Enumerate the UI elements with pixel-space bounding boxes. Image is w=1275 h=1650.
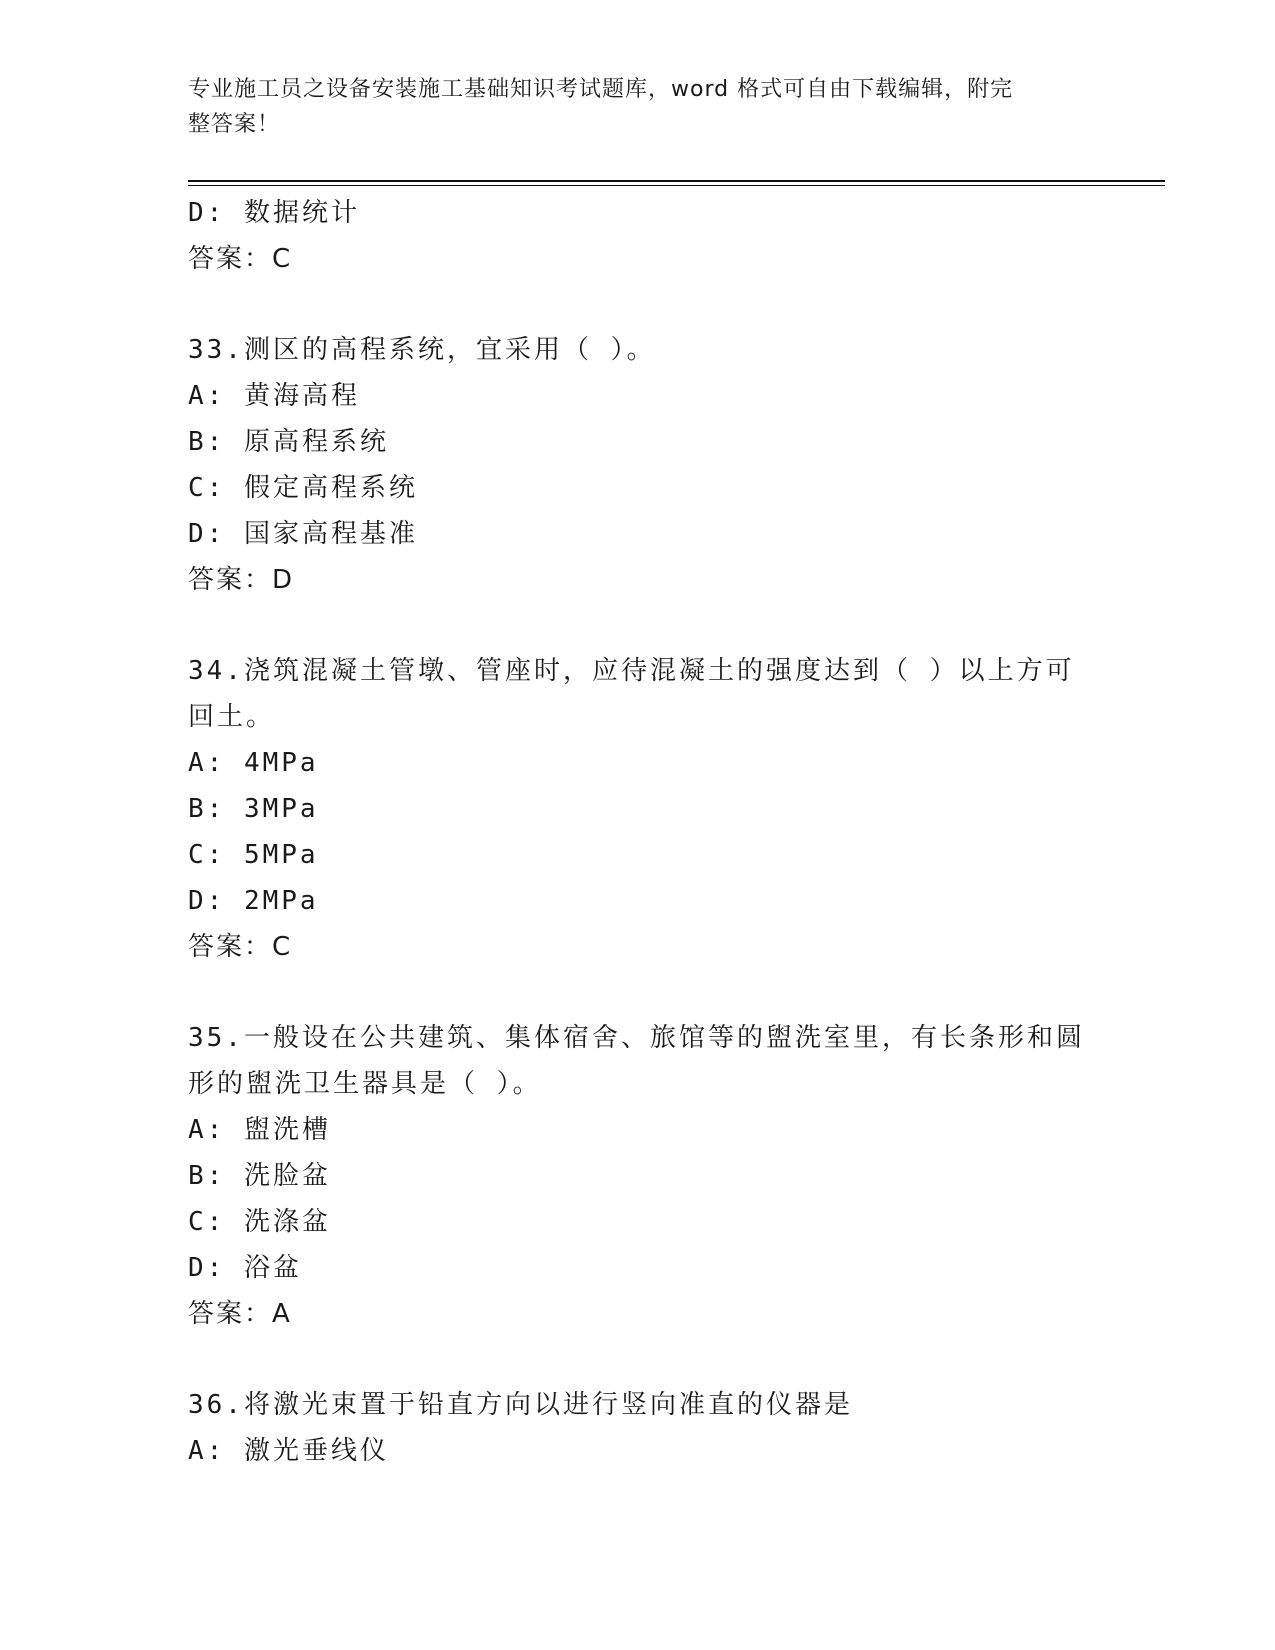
document-header <box>188 72 1088 142</box>
answer-line: 答案：D <box>188 565 295 595</box>
question-text: 36.将激光束置于铅直方向以进行竖向准直的仪器是 <box>188 1390 853 1420</box>
option-b: B: 洗脸盆 <box>188 1161 331 1191</box>
question-text-cont: 形的盥洗卫生器具是（ ）。 <box>188 1069 542 1099</box>
header-line-2: 整答案！ <box>188 112 281 137</box>
question-33 <box>188 327 1088 603</box>
answer-line: 答案：C <box>188 932 293 962</box>
header-divider-thin <box>188 185 1165 186</box>
option-b: B: 原高程系统 <box>188 427 389 457</box>
option-a: A: 黄海高程 <box>188 381 360 411</box>
answer-line: 答案：C <box>188 244 293 274</box>
question-text: 34.浇筑混凝土管墩、管座时，应待混凝土的强度达到（ ）以上方可 <box>188 656 1075 686</box>
header-line-1: 专业施工员之设备安装施工基础知识考试题库，word 格式可自由下载编辑，附完 <box>188 77 1014 102</box>
question-list <box>188 190 1088 1474</box>
option-c: C: 5MPa <box>188 840 319 870</box>
option-c: C: 洗涤盆 <box>188 1207 331 1237</box>
question-34 <box>188 648 1088 970</box>
question-text-cont: 回土。 <box>188 702 276 732</box>
question-36 <box>188 1382 1088 1474</box>
answer-line: 答案：A <box>188 1299 292 1329</box>
option-a: A: 4MPa <box>188 748 319 778</box>
question-text: 35.一般设在公共建筑、集体宿舍、旅馆等的盥洗室里，有长条形和圆 <box>188 1023 1085 1053</box>
question-text: 33.测区的高程系统，宜采用（ ）。 <box>188 335 656 365</box>
option-c: C: 假定高程系统 <box>188 473 418 503</box>
question-35 <box>188 1015 1088 1337</box>
header-divider-thick <box>188 180 1165 182</box>
option-d: D: 数据统计 <box>188 198 360 228</box>
option-a: A: 激光垂线仪 <box>188 1436 389 1466</box>
option-d: D: 国家高程基准 <box>188 519 418 549</box>
option-d: D: 浴盆 <box>188 1253 302 1283</box>
option-b: B: 3MPa <box>188 794 319 824</box>
option-d: D: 2MPa <box>188 886 319 916</box>
option-a: A: 盥洗槽 <box>188 1115 331 1145</box>
